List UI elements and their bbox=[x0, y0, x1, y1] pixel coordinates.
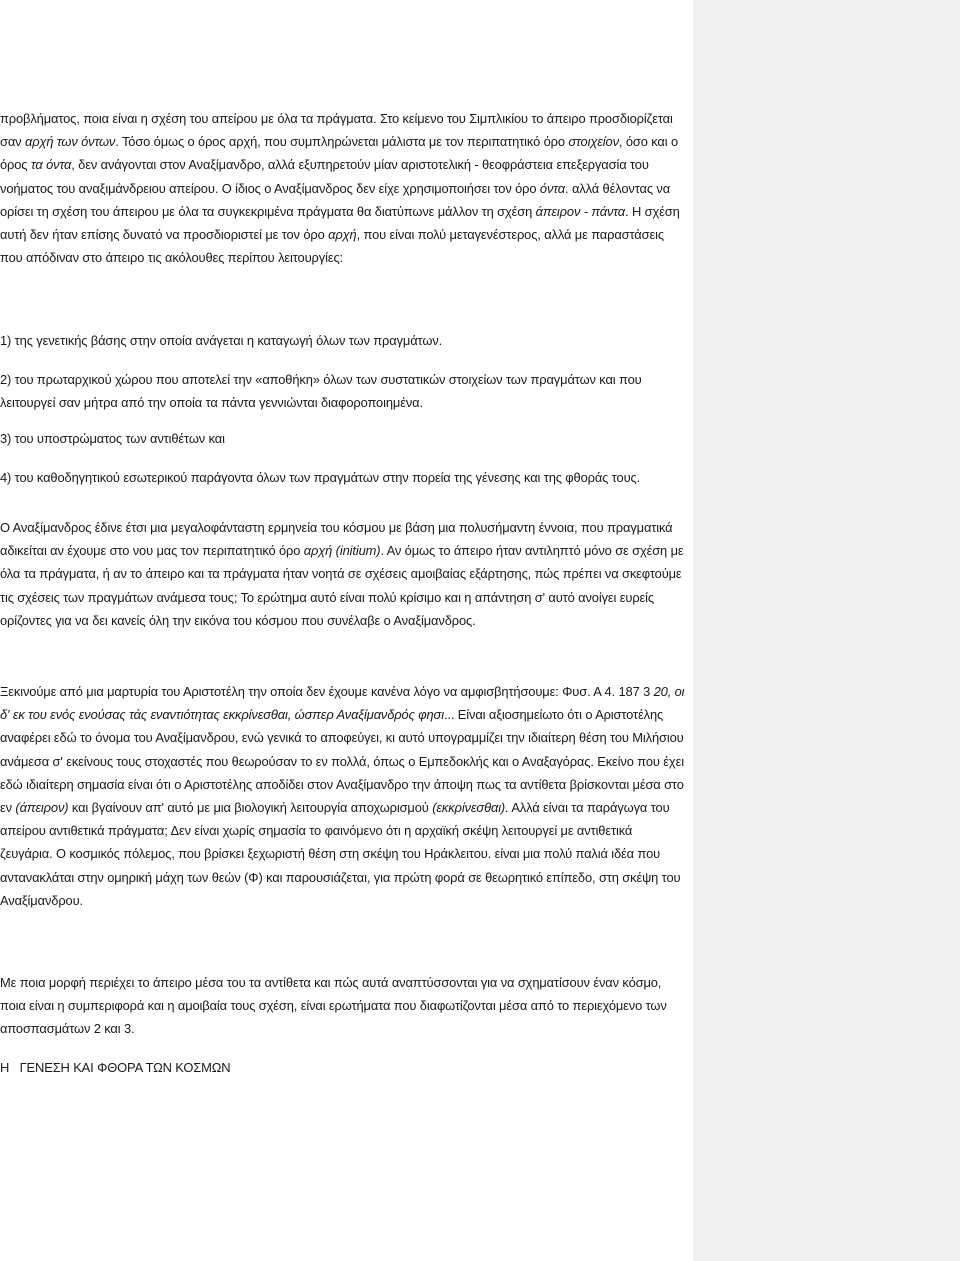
italic-run: (άπειρον) bbox=[15, 800, 69, 816]
italic-run: 20, οι δ' εκ του ενός ενούσας τάς εναντιότητας εκκρίνεσθαι, ώσπερ Αναξίμανδρός φησι bbox=[0, 684, 685, 723]
italic-run: άπειρον - πάντα bbox=[535, 203, 626, 219]
italic-run: αρχή των όντων bbox=[24, 134, 116, 150]
italic-run: αρχή bbox=[328, 227, 357, 243]
list-item-function-1: 1) της γενετικής βάσης στην οποία ανάγεται η καταγωγή όλων των πραγμάτων. bbox=[0, 333, 443, 348]
text-run: Ο Αναξίμανδρος έδινε έτσι μια μεγαλοφάνταστη ερμηνεία του κόσμου με βάση μια πολυσήμαντη έννοια, που πραγματικά αδικείται αν έχουμε στο νου μας τον περιπατητικό όρο bbox=[0, 520, 673, 559]
list-item-function-2: 2) του πρωταρχικού χώρου που αποτελεί την «αποθήκη» όλων των συστατικών στοιχείων των πραγμάτων και που λειτουργεί σαν μήτρα από την οποία τα πάντα γεννιώνται διαφοροποιημένα. bbox=[0, 372, 642, 411]
text-run: και βγαίνουν απ' αυτό με μια βιολογική λειτουργία αποχωρισμού bbox=[68, 800, 433, 816]
section-heading: Η ΓΕΝΕΣΗ ΚΑΙ ΦΘΟΡΑ ΤΩΝ ΚΟΣΜΩΝ bbox=[0, 1060, 231, 1075]
text-run: . αλλά θέλοντας να ορίσει τη σχέση του άπειρου με όλα τα συγκεκριμένα πράγματα θα διατύπωνε μάλλον τη σχέση bbox=[0, 180, 671, 219]
text-run: , όσο και ο όρος bbox=[0, 134, 678, 173]
text-run: προβλήματος, ποια είναι η σχέση του απείρου με όλα τα πράγματα. Στο κείμενο του Σιμπλικίου το άπειρο προσδιορίζεται σαν bbox=[0, 111, 673, 150]
paragraph-apeiron-relation bbox=[0, 107, 688, 269]
text-run: ... Είναι αξιοσημείωτο ότι ο Αριστοτέλης αναφέρει εδώ το όνομα του Αναξίμανδρου, ενώ γενικά το αποφεύγει, κι αυτό υπογραμμίζει την ιδιαίτερη θέση του Μιλήσιου ανάμεσα σ' εκείνους τους στοχαστές που θεωρούσαν το εν πολλά, όπως ο Εμπεδοκλής και ο Αναξαγόρας. Εκείνο που έχει εδώ ιδιαίτερη σημασία είναι ότι ο Αριστοτέλης αποδίδει στον Αναξίμανδρο την άποψη πως τα αντίθετα βρίσκονται μέσα στο εν bbox=[0, 707, 684, 816]
list-item-function-4: 4) του καθοδηγητικού εσωτερικού παράγοντα όλων των πραγμάτων στην πορεία της γένεσης και της φθοράς τους. bbox=[0, 470, 641, 485]
comment-margin-pane bbox=[693, 0, 960, 1261]
text-run: Αλλά είναι τα παράγωγα του απείρου αντιθετικά πράγματα; Δεν είναι χωρίς σημασία το φαινόμενο ότι η αρχαϊκή σκέψη λειτουργεί με αντιθετικά ζευγάρια. Ο κοσμικός πόλεμος, που βρίσκει ξεχωριστή θέση στη σκέψη του Ηράκλειτου. είναι μια πολύ παλιά ιδέα που αντανακλάται στην ομηρική μάχη των θεών (Φ) και παρουσιάζεται, για πρώτη φορά σε θεωρητικό επίπεδο, στη σκέψη του Αναξίμανδρου. bbox=[0, 800, 681, 908]
italic-run: στοιχείον bbox=[568, 134, 619, 150]
text-run: . Τόσο όμως ο όρος αρχή, που συμπληρώνεται μάλιστα με τον περιπατητικό όρο bbox=[115, 134, 569, 150]
text-run: . Η σχέση αυτή δεν ήταν επίσης δυνατό να προσδιοριστεί με τον όρο bbox=[0, 203, 680, 243]
text-run: Ξεκινούμε από μια μαρτυρία του Αριστοτέλη την οποία δεν έχουμε κανένα λόγο να αμφισβητήσουμε: Φυσ. Α 4. 187 3 bbox=[0, 684, 654, 699]
italic-run: όντα bbox=[539, 180, 566, 196]
text-run: . Αν όμως το άπειρο ήταν αντιληπτό μόνο σε σχέση με όλα τα πράγματα, ή αν το άπειρο και τα πράγματα ήταν νοητά σε σχέσεις αμοιβαίας εξάρτησης, πώς πρέπει να σκεφτούμε τις σχέσεις των πραγμάτων ανάμεσα τους; Το ερώτημα αυτό είναι πολύ κρίσιμο και η απάντηση σ' αυτό ανοίγει ευρείς ορίζοντες για να δει κανείς όλη την εικόνα του κόσμου που συνέλαβε ο Αναξίμανδρος. bbox=[0, 543, 684, 628]
italic-run: τα όντα bbox=[30, 157, 72, 173]
paragraph-questions: Με ποια μορφή περιέχει το άπειρο μέσα του τα αντίθετα και πώς αυτά αναπτύσσονται για να σχηματίσουν έναν κόσμο, ποια είναι η συμπεριφορά και η αμοιβαία τους σχέση, είναι ερωτήματα που διαφωτίζονται μέσα από το περιεχόμενο των αποσπασμάτων 2 και 3. bbox=[0, 975, 667, 1037]
text-run: , που είναι πολύ μεταγενέστερος, αλλά με παραστάσεις που απόδιναν στο άπειρο τις ακόλουθες περίπου λειτουργίες: bbox=[0, 227, 664, 266]
list-item-function-3: 3) του υποστρώματος των αντιθέτων και bbox=[0, 431, 225, 446]
paragraph-interpretation bbox=[0, 516, 688, 632]
paragraph-aristotle-testimony bbox=[0, 680, 688, 912]
italic-run: αρχή (initium) bbox=[303, 543, 381, 559]
text-run: , δεν ανάγονται στον Αναξίμανδρο, αλλά εξυπηρετούν μίαν αριστοτελική - θεοφράστεια επεξεργασία του νοήματος του αναξιμάνδρειου απείρου. Ο ίδιος ο Αναξίμανδρος δεν είχε χρησιμοποιήσει τον όρο bbox=[0, 157, 649, 196]
italic-run: (εκκρίνεσθαι). bbox=[432, 800, 509, 816]
